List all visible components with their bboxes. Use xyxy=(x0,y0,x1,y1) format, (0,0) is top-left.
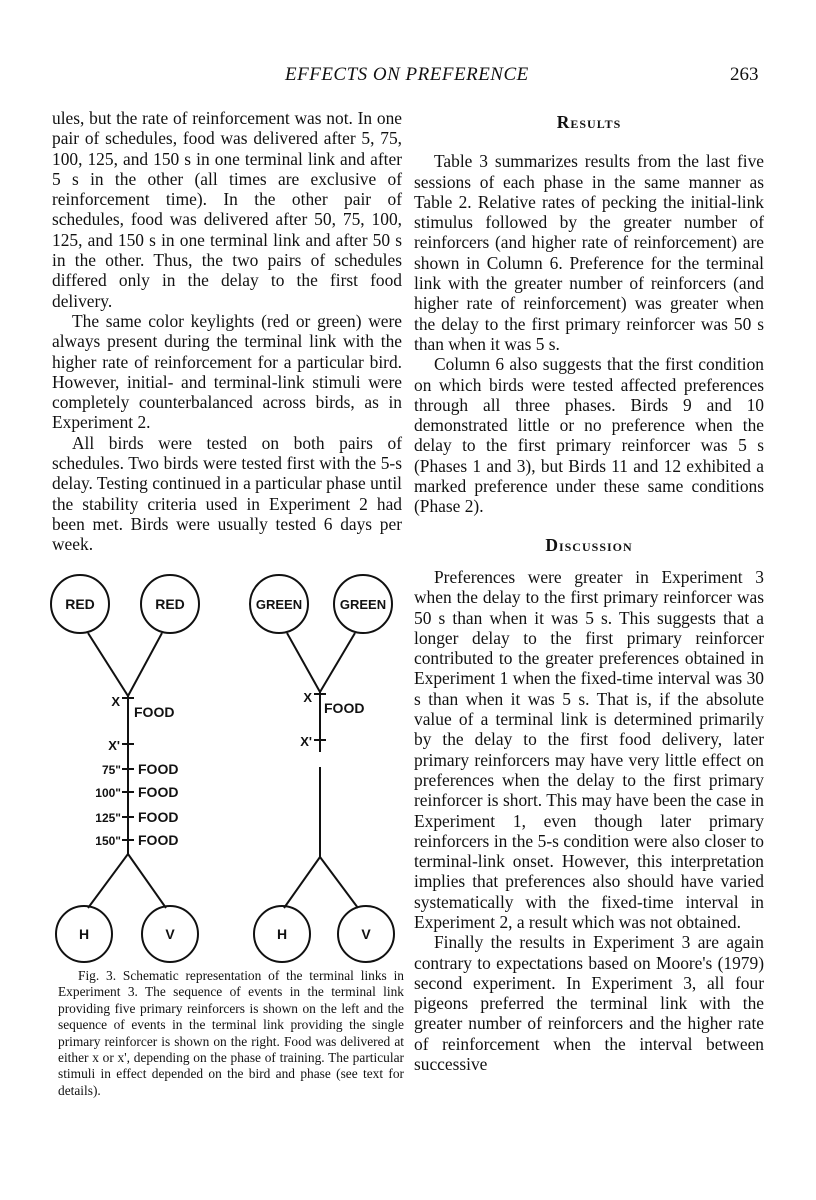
left-time-150: 150" xyxy=(95,834,121,848)
discussion-heading: Discussion xyxy=(545,534,633,555)
left-time-75: 75" xyxy=(101,763,121,777)
left-time-125: 125" xyxy=(95,811,121,825)
running-title: EFFECTS ON PREFERENCE xyxy=(285,64,529,85)
left-time-100: 100" xyxy=(95,786,121,800)
method-paragraph-2: The same color keylights (red or green) were always present during the terminal link with the higher rate of reinforcement for a particular bird. However, initial- and terminal-link stimuli were completely counterbalanced across birds, as in Experiment 2. xyxy=(52,310,402,433)
left-x2-label: X' xyxy=(108,738,120,753)
right-top-key-2-label: GREEN xyxy=(339,597,387,612)
left-food-150: FOOD xyxy=(138,832,179,848)
right-bottom-branch-2 xyxy=(320,857,358,908)
left-food-100: FOOD xyxy=(138,784,179,800)
left-x-label: X xyxy=(111,694,120,709)
left-top-key-1-label: RED xyxy=(65,596,95,612)
left-top-branch-2 xyxy=(128,633,162,696)
method-paragraph-1: ules, but the rate of reinforcement was not. In one pair of schedules, food was delivered after 5, 75, 100, 125, and 150 s in one terminal link and after 5 s in the other (all times are exclusive of reinforcement time). In the other pair of schedules, food was delivered after 50, 75, 100, 125, and 150 s in one terminal link and after 50 s in the other. Thus, the two pairs of schedules differed only in the delay to the first food delivery. xyxy=(52,108,402,311)
right-top-branch-1 xyxy=(287,633,320,692)
right-bottom-key-1-label: H xyxy=(276,926,288,942)
left-food-75: FOOD xyxy=(138,761,179,777)
right-diagram xyxy=(250,575,394,962)
left-first-food-label: FOOD xyxy=(134,704,175,720)
terminal-link-schematic xyxy=(48,572,410,964)
left-bottom-branch-2 xyxy=(128,854,166,908)
right-bottom-branch-1 xyxy=(284,857,320,908)
right-column xyxy=(414,108,764,1074)
right-x2-label: X' xyxy=(300,734,312,749)
page-number: 263 xyxy=(730,64,759,85)
left-bottom-key-1-label: H xyxy=(78,926,90,942)
results-paragraph-1: Table 3 summarizes results from the last five sessions of each phase in the same manner as Table 2. Relative rates of pecking the initial-link stimulus followed by the greater number of reinforcers (and higher rate of reinforcement) are shown in Column 6. Preference for the terminal link with the greater number of reinforcers (and higher rate of reinforcement) was greater when the delay to the first primary reinforcer was 50 s than when it was 5 s. xyxy=(414,151,764,354)
left-column xyxy=(52,108,402,555)
left-bottom-key-2-label: V xyxy=(165,926,175,942)
figure-caption xyxy=(58,968,404,1099)
right-bottom-key-2-label: V xyxy=(361,926,371,942)
discussion-paragraph-1: Preferences were greater in Experiment 3 when the delay to the first primary reinforcer was 50 s than when it was 5 s. This suggests that a longer delay to the first primary reinforcer contributed to the greater preferences obtained in Experiment 1 when the fixed-time interval was 30 s than when it was 5 s. That is, if the absolute value of a terminal link is determined primarily by the delay to the first food delivery, later primary reinforcers may have very little effect on preferences when the delay to the first primary reinforcer is short. This may have been the case in Experiment 1, even though later primary reinforcers in the 5-s condition were also closer to terminal-link onset. However, this interpretation implies that preferences also should have varied systematically with the fixed-time interval in Experiment 2, a result which was not obtained. xyxy=(414,566,764,932)
right-first-food-label: FOOD xyxy=(324,700,365,716)
left-food-125: FOOD xyxy=(138,809,179,825)
running-head xyxy=(0,64,816,88)
right-top-key-1-label: GREEN xyxy=(255,597,303,612)
left-bottom-branch-1 xyxy=(88,854,128,908)
left-top-branch-1 xyxy=(88,633,128,696)
figure-caption-text: Fig. 3. Schematic representation of the terminal links in Experiment 3. The sequence of events in the terminal link providing five primary reinforcers is shown on the left and the sequence of events in the terminal link providing the single primary reinforcer is shown on the right. Food was delivered at either x or x', depending on the phase of training. The particular stimuli in effect depended on the bird and phase (see text for details). xyxy=(58,968,404,1098)
method-paragraph-3: All birds were tested on both pairs of schedules. Two birds were tested first with the 5-s delay. Testing continued in a particular phase until the stability criteria used in Experiment 2 had been met. Birds were usually tested 6 days per week. xyxy=(52,432,402,555)
figure-3-diagram xyxy=(48,572,410,964)
left-top-key-2-label: RED xyxy=(155,596,185,612)
right-x-label: X xyxy=(303,690,312,705)
results-paragraph-2: Column 6 also suggests that the first condition on which birds were tested affected preferences through all three phases. Birds 9 and 10 demonstrated little or no preference when the delay to the first primary reinforcer was 5 s (Phases 1 and 3), but Birds 11 and 12 exhibited a marked preference under these same conditions (Phase 2). xyxy=(414,354,764,517)
discussion-paragraph-2: Finally the results in Experiment 3 are again contrary to expectations based on Moore's (1979) second experiment. In Experiment 3, all four pigeons preferred the terminal link with the greater number of reinforcers and the higher rate of reinforcement when the interval between successive xyxy=(414,932,764,1075)
results-heading: Results xyxy=(556,112,622,132)
right-top-branch-2 xyxy=(320,633,355,692)
